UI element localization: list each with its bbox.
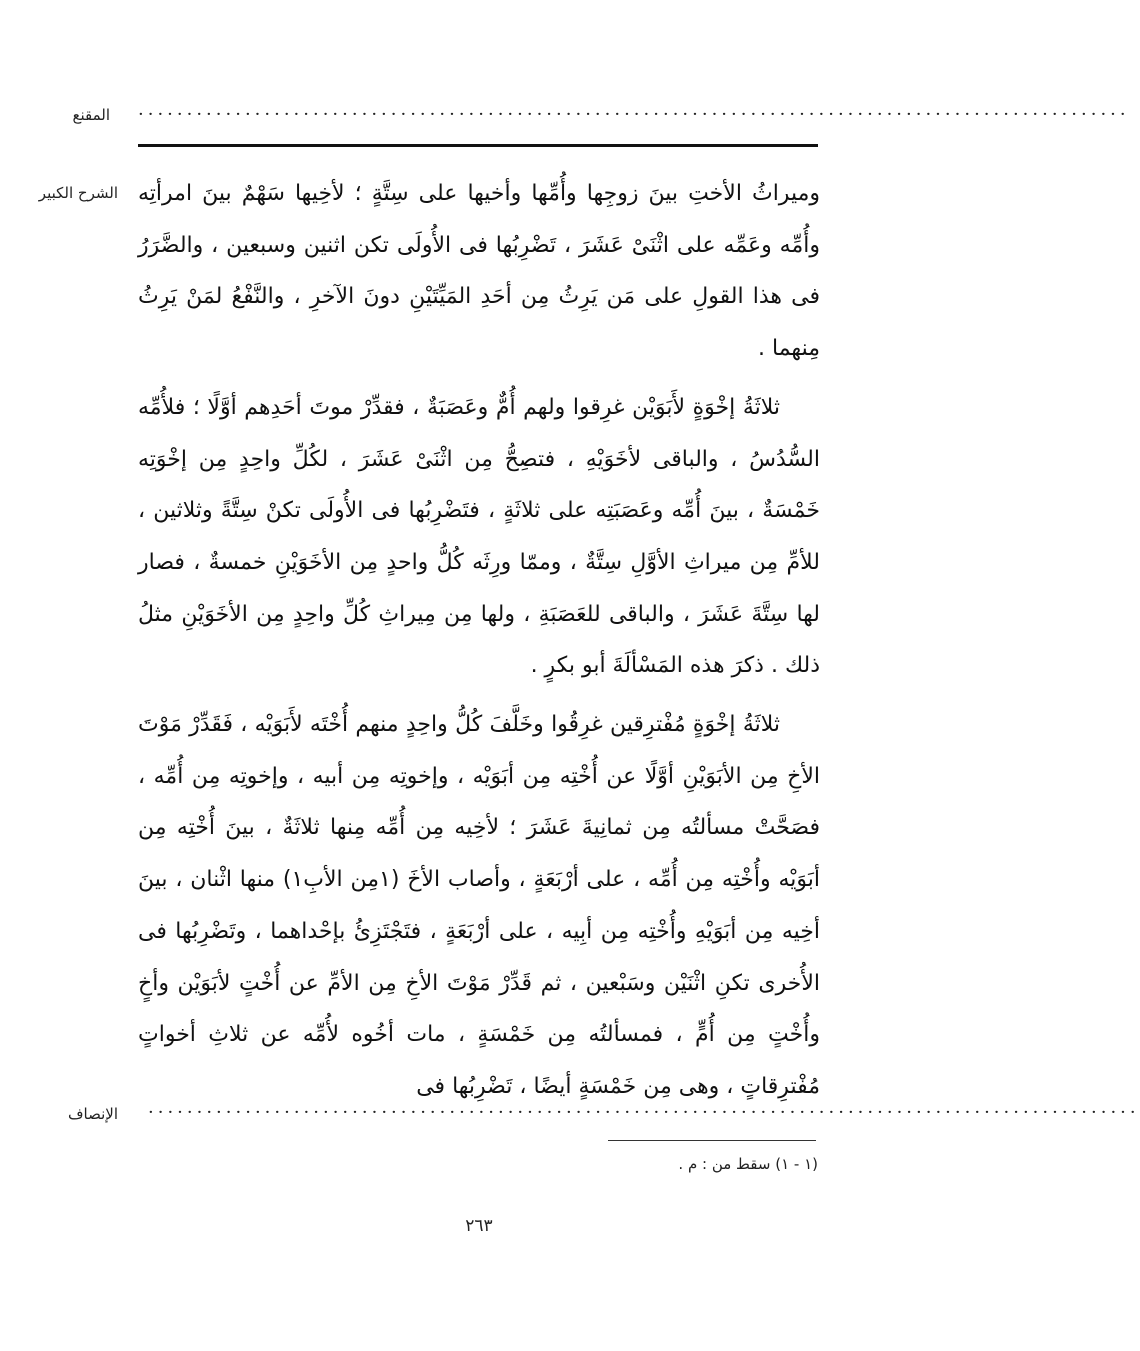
paragraph-1: وميراثُ الأختِ بينَ زوجِها وأُمِّها وأخيها على سِتَّةٍ ؛ لأخِيها سَهْمٌ بينَ امرأتِه وأُمِّه وعَمِّه على اثْنَىْ عَشَرَ ، تَضْرِبُها فى الأُولَى تكن اثنين وسبعين ، والضَّرَرُ فى هذا القولِ على مَن يَرِثُ مِن أحَدِ المَيِّتَيْنِ دونَ الآخرِ ، والنَّفْعُ لمَنْ يَرِثُ مِنهما . [138,181,820,362]
insaf-side-label: الإنصاف [67,1105,118,1123]
paragraph-3: ثلاثَةُ إخْوَةٍ مُفْترِقين غرِقُوا وخَلَّفَ كُلُّ واحِدٍ منهم أُخْتَه لأَبَوَيْه ، فَقَدِّرْ مَوْتَ الأخِ مِن الأبَوَيْنِ أوَّلًا عن أُخْتِه مِن أبَوَيْه ، وإخوتِه مِن أبيه ، وإخوتِه مِن أُمِّه ، فصَحَّتْ مسألتُه مِن ثمانِيةَ عَشَرَ ؛ لأخِيه مِن أُمِّه مِنها ثلاثَةٌ ، بينَ أُخْتِه مِن أبَوَيْه وأُخْتِه مِن أُمِّه ، على أرْبَعَةٍ ، وأصاب الأخَ (١مِن الأبِ١) منها اثْنان ، بينَ أخِيه مِن أبَوَيْهِ وأُخْتِه مِن أبِيه ، على أرْبَعَةٍ ، فتَجْتَزِئُ بإحْداهما ، وتَضْرِبُها فى الأُخرى تكنِ اثْنَيْن وسَبْعين ، ثم قَدِّرْ مَوْتَ الأخِ مِن الأمِّ عن أُخْتٍ لأبَوَيْن وأخٍ وأُخْتٍ مِن أُمٍّ ، فمسألتُه مِن خَمْسَةٍ ، مات أخُوه لأُمِّه عن ثلاثِ أخواتٍ مُفْترِقاتٍ ، وهى مِن خَمْسَةٍ أيضًا ، تَضْرِبُها فى [138,712,820,1099]
header-dotted-line: ······································································································ [138,104,1130,125]
main-text-block [138,168,820,1113]
bottom-dotted-line: ······································································································ [148,1102,1140,1123]
footnote: (١ - ١) سقط من : م . [678,1155,818,1173]
commentary-side-label: الشرح الكبير [38,184,118,202]
footnote-rule [608,1140,816,1141]
page-number: ٢٦٣ [465,1216,493,1236]
paragraph-2: ثلاثَةُ إخْوَةٍ لأَبَوَيْن غرِقوا ولهم أُمٌّ وعَصَبَةٌ ، فقدِّرْ موتَ أحَدِهم أوَّلًا ؛ فلأُمِّه السُّدُسُ ، والباقى لأخَوَيْهِ ، فتصِحُّ مِن اثْنَىْ عَشَرَ ، لكُلِّ واحِدٍ مِن إخْوَتِه خَمْسَةٌ ، بينَ أُمِّه وعَصَبَتِه على ثلاثَةٍ ، فتَضْرِبُها فى الأُولَى تكنْ سِتَّةً وثلاثين ، للأمِّ مِن ميراثِ الأوَّلِ سِتَّةٌ ، وممّا ورِثَه كُلُّ واحدٍ مِن الأخَوَيْنِ خمسةٌ ، فصار لها سِتَّةَ عَشَرَ ، والباقى للعَصَبَةِ ، ولها مِن مِيراثِ كُلِّ واحِدٍ مِن الأخَوَيْنِ مثلُ ذلك . ذكرَ هذه المَسْألَةَ أبو بكرٍ . [138,394,820,679]
book-label: المقنع [72,106,110,124]
header-rule [138,144,818,147]
